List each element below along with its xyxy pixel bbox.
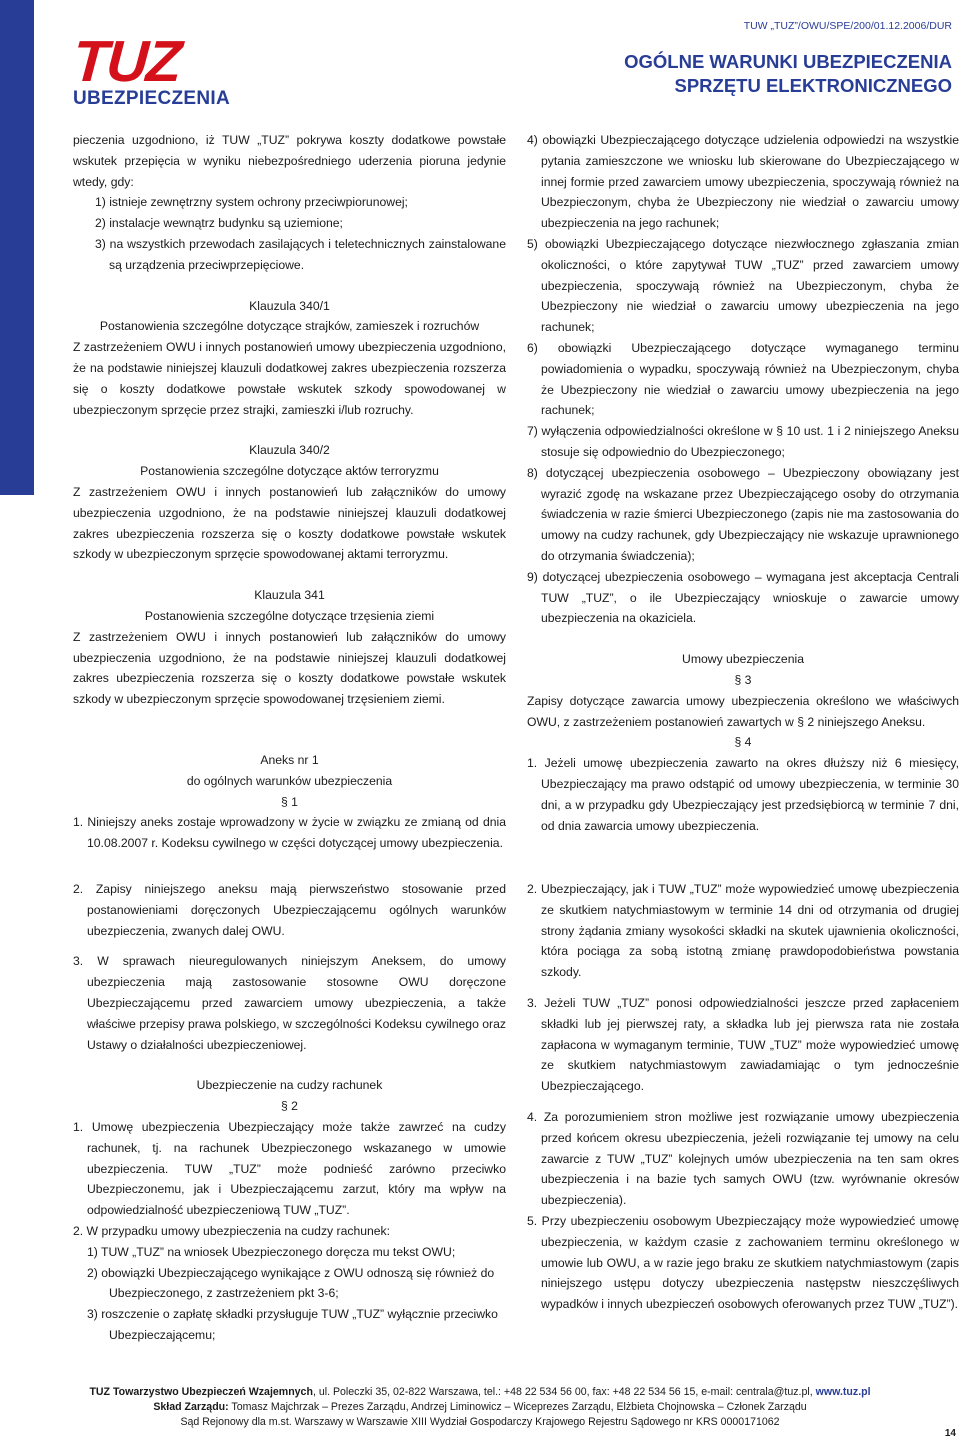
- clause-subtitle: Postanowienia szczególne dotyczące trzęsienia ziemi: [144, 608, 435, 623]
- numbered-item: 3. W sprawach nieuregulowanych niniejszym Aneksem, do umowy ubezpieczenia mają zastosowanie stosowne OWU doręczone Ubezpieczającemu przed zawarciem umowy ubezpieczenia, a także właściwe przepisy prawa polskiego, w szczególności Kodeksu cywilnego oraz Ustawy o działalności ubezpieczeniowej.: [73, 954, 506, 1052]
- section-sign: § 2: [281, 1099, 298, 1114]
- numbered-item: 3. Jeżeli TUW „TUZ” ponosi odpowiedzialności jeszcze przed zapłaceniem składki lub jej pierwszej raty, a składka lub jej pierwsza rata nie została zapłacona w wymaganym terminie, TUW „TUZ” może wypowiedzieć umowę ze skutkiem natychmiastowym zawiadamiając o tym jednocześnie Ubezpieczającego.: [527, 995, 959, 1094]
- numbered-item: 1. Umowę ubezpieczenia Ubezpieczający może także zawrzeć na cudzy rachunek, tj. na rachunek Ubezpieczonego wskazanego w umowie ubezpieczenia. TUW „TUZ” może podnieść zarówno przeciwko Ubezpieczonemu, jak i Ubezpieczającemu zarzut, który ma wpływ na odpowiedzialność ubezpieczeniową TUW „TUZ”.: [73, 1119, 506, 1218]
- sub-list-item: 2) obowiązki Ubezpieczającego wynikające z OWU odnoszą się również do Ubezpieczonego, z zastrzeżeniem pkt 3-6;: [87, 1265, 495, 1301]
- board-label: Skład Zarządu:: [153, 1401, 229, 1413]
- clause-subtitle: Postanowienia szczególne dotyczące aktów terroryzmu: [140, 464, 439, 479]
- sub-list-item: 3) roszczenie o zapłatę składki przysługuje TUW „TUZ” wyłącznie przeciwko Ubezpieczającemu;: [87, 1307, 498, 1342]
- list-item: 3) na wszystkich przewodach zasilających i teletechnicznych zainstalowane są urządzenia przeciwprzepięciowe.: [95, 236, 506, 272]
- title-line-2: SPRZĘTU ELEKTRONICZNEGO: [674, 75, 952, 96]
- clause-subtitle: Postanowienia szczególne dotyczące strajków, zamieszek i rozruchów: [99, 319, 480, 334]
- section-sign: § 1: [281, 794, 298, 809]
- clause-title: Klauzula 341: [254, 588, 325, 603]
- left-column-bottom: [73, 879, 506, 1346]
- list-item: 6) obowiązki Ubezpieczającego dotyczące wymaganego terminu powiadomienia o wypadku, spoczywają również na Ubezpieczonym, chyba że Ubezpieczony nie wiedział o zawarciu umowy ubezpieczenia na jego rachunek;: [527, 340, 959, 418]
- clause-title: Klauzula 340/1: [249, 298, 330, 313]
- section-sign: § 4: [734, 735, 752, 750]
- clause-text: Z zastrzeżeniem OWU i innych postanowień umowy ubezpieczenia uzgodniono, że na podstawie niniejszej klauzuli dodatkowej zakres ubezpieczenia rozszerza się o koszty dodatkowe powstałe wskutek szkody spowodowanej w ubezpieczonym sprzęcie przez strajki, zamieszki i/lub rozruchy.: [73, 340, 506, 417]
- annex-subtitle: do ogólnych warunków ubezpieczenia: [186, 773, 393, 788]
- logo-subtitle: UBEZPIECZENIA: [73, 88, 230, 109]
- section-title: Umowy ubezpieczenia: [682, 652, 804, 667]
- left-column-top: [73, 130, 506, 854]
- annex-title: Aneks nr 1: [260, 752, 319, 767]
- clause-text: Z zastrzeżeniem OWU i innych postanowień lub załączników do umowy ubezpieczenia uzgodniono, że na podstawie niniejszej klauzuli dodatkowej zakres ubezpieczenia rozszerza się o koszty dodatkowe powstałe wskutek szkody w ubezpieczonym sprzęcie spowodowanej trzęsieniem ziemi.: [73, 629, 506, 707]
- right-column-top: [527, 130, 959, 836]
- section-text: Zapisy dotyczące zawarcia umowy ubezpieczenia określono we właściwych OWU, z zastrzeżeniem postanowień zawartych w § 2 niniejszego Aneksu.: [527, 693, 959, 729]
- numbered-item: 2. Zapisy niniejszego aneksu mają pierwszeństwo stosowanie przed postanowieniami doręczonych Ubezpieczającemu ogólnych warunków ubezpieczenia, zwanych dalej OWU.: [73, 882, 506, 938]
- list-item: 2) instalacje wewnątrz budynku są uziemione;: [95, 216, 343, 231]
- clause-text: Z zastrzeżeniem OWU i innych postanowień lub załączników do umowy ubezpieczenia uzgodniono, że na podstawie niniejszej klauzuli dodatkowej zakres ubezpieczenia rozszerza się o koszty dodatkowe powstałe wskutek szkody w ubezpieczonym sprzęcie spowodowanej aktami terroryzmu.: [73, 484, 506, 562]
- website-link[interactable]: www.tuz.pl: [815, 1386, 871, 1398]
- logo-wordmark: TUZ: [70, 29, 183, 94]
- list-item: 4) obowiązki Ubezpieczającego dotyczące udzielenia odpowiedzi na wszystkie pytania zamieszczone we wniosku lub skierowane do Ubezpieczającego w innej formie przed zawarciem umowy ubezpieczenia, spoczywają również na Ubezpieczonym, chyba że Ubezpieczony nie wiedział o zawarciu umowy ubezpieczenia na jego rachunek;: [527, 133, 959, 231]
- tuz-logo: [70, 29, 233, 109]
- sub-list-item: 1) TUW „TUZ” na wniosek Ubezpieczonego doręcza mu tekst OWU;: [87, 1244, 456, 1259]
- clause-title: Klauzula 340/2: [249, 443, 330, 458]
- numbered-item: 1. Niniejszy aneks zostaje wprowadzony w życie w związku ze zmianą od dnia 10.08.2007 r. Kodeksu cywilnego w części dotyczącej umowy ubezpieczenia.: [73, 815, 506, 851]
- list-item: 5) obowiązki Ubezpieczającego dotyczące niezwłocznego zgłaszania zmian okoliczności, o które zapytywał TUW „TUZ” przed zawarciem umowy ubezpieczenia, spoczywają również na Ubezpieczonym, chyba że Ubezpieczony nie wiedział o zawarciu umowy ubezpieczenia na jego rachunek;: [527, 236, 959, 335]
- footer-line-3: Sąd Rejonowy dla m.st. Warszawy w Warszawie XIII Wydział Gospodarczy Krajowego Rejestru Sądowego nr KRS 0000171062: [180, 1416, 780, 1428]
- company-address: , ul. Poleczki 35, 02-822 Warszawa, tel.: +48 22 534 56 00, fax: +48 22 534 56 15, e-mail: centrala@tuz.pl,: [312, 1386, 816, 1398]
- intro-paragraph: pieczenia uzgodniono, iż TUW „TUZ” pokrywa koszty dodatkowe powstałe wskutek przepięcia w wyniku niebezpośredniego uderzenia pioruna jedynie wtedy, gdy:: [73, 133, 506, 189]
- document-title: [624, 50, 952, 98]
- footer-line-1: [0, 1385, 960, 1400]
- document-reference: TUW „TUZ”/OWU/SPE/200/01.12.2006/DUR: [743, 20, 952, 32]
- numbered-item: 1. Jeżeli umowę ubezpieczenia zawarto na okres dłuższy niż 6 miesięcy, Ubezpieczający ma prawo odstąpić od umowy ubezpieczenia, w terminie 30 dni, a w przypadku gdy Ubezpieczający jest przedsiębiorcą w terminie 7 dni, od dnia zawarcia umowy ubezpieczenia.: [527, 756, 959, 833]
- side-color-bar: [0, 0, 34, 495]
- list-item: 1) istnieje zewnętrzny system ochrony przeciwpiorunowej;: [95, 195, 408, 210]
- page-footer: [0, 1385, 960, 1430]
- numbered-item: 5. Przy ubezpieczeniu osobowym Ubezpieczający może wypowiedzieć umowę ubezpieczenia, w każdym czasie z zachowaniem terminu określonego w umowie lub OWU, a w razie jego braku ze skutkiem natychmiastowym (zapis niniejszego ustępu dotyczy ubezpieczenia następstw nieszczęśliwych wypadków i innych ubezpieczeń osobowych oferowanych przez TUW „TUZ”).: [527, 1213, 959, 1312]
- company-name: TUZ Towarzystwo Ubezpieczeń Wzajemnych: [89, 1386, 313, 1398]
- list-item: 8) dotyczącej ubezpieczenia osobowego – Ubezpieczony obowiązany jest wyrazić zgodę na wskazane przez Ubezpieczającego osoby do otrzymania świadczenia w razie śmierci Ubezpieczonego (zapis nie ma zastosowania do umowy na cudzy rachunek, gdy Ubezpieczający nie wskazuje uprawnionego do otrzymania świadczenia);: [527, 465, 959, 563]
- board-members: Tomasz Majchrzak – Prezes Zarządu, Andrzej Liminowicz – Wiceprezes Zarządu, Elżbieta Chojnowska – Członek Zarządu: [228, 1401, 807, 1413]
- list-item: 7) wyłączenia odpowiedzialności określone w § 10 ust. 1 i 2 niniejszego Aneksu stosuje się odpowiednio do Ubezpieczonego;: [527, 424, 959, 459]
- page-number: 14: [944, 1428, 956, 1439]
- footer-line-2: [0, 1400, 960, 1415]
- section-sign: § 3: [734, 672, 752, 687]
- numbered-item: 2. W przypadku umowy ubezpieczenia na cudzy rachunek:: [73, 1223, 391, 1238]
- list-item: 9) dotyczącej ubezpieczenia osobowego – wymagana jest akceptacja Centrali TUW „TUZ”, o ile Ubezpieczający wnioskuje o zawarcie umowy ubezpieczenia na okaziciela.: [527, 569, 959, 626]
- section-title: Ubezpieczenie na cudzy rachunek: [196, 1078, 383, 1093]
- numbered-item: 2. Ubezpieczający, jak i TUW „TUZ” może wypowiedzieć umowę ubezpieczenia ze skutkiem natychmiastowym w terminie 14 dni od otrzymania od drugiej strony żądania zmiany wysokości składki na skutek ujawnienia okoliczności, która pociąga za sobą istotną zmianę prawdopodobieństwa powstania szkody.: [527, 882, 959, 980]
- numbered-item: 4. Za porozumieniem stron możliwe jest rozwiązanie umowy ubezpieczenia przed końcem okresu ubezpieczenia, jeżeli rozwiązanie tej umowy na celu zawarcie z TUW „TUZ” kolejnych umów ubezpieczenia na ten sam okres ubezpieczenia i na bazie tych samych OWU (tzw. wyrównanie okresów ubezpieczenia).: [527, 1109, 959, 1208]
- title-line-1: OGÓLNE WARUNKI UBEZPIECZENIA: [624, 51, 952, 72]
- right-column-bottom: [527, 879, 959, 1315]
